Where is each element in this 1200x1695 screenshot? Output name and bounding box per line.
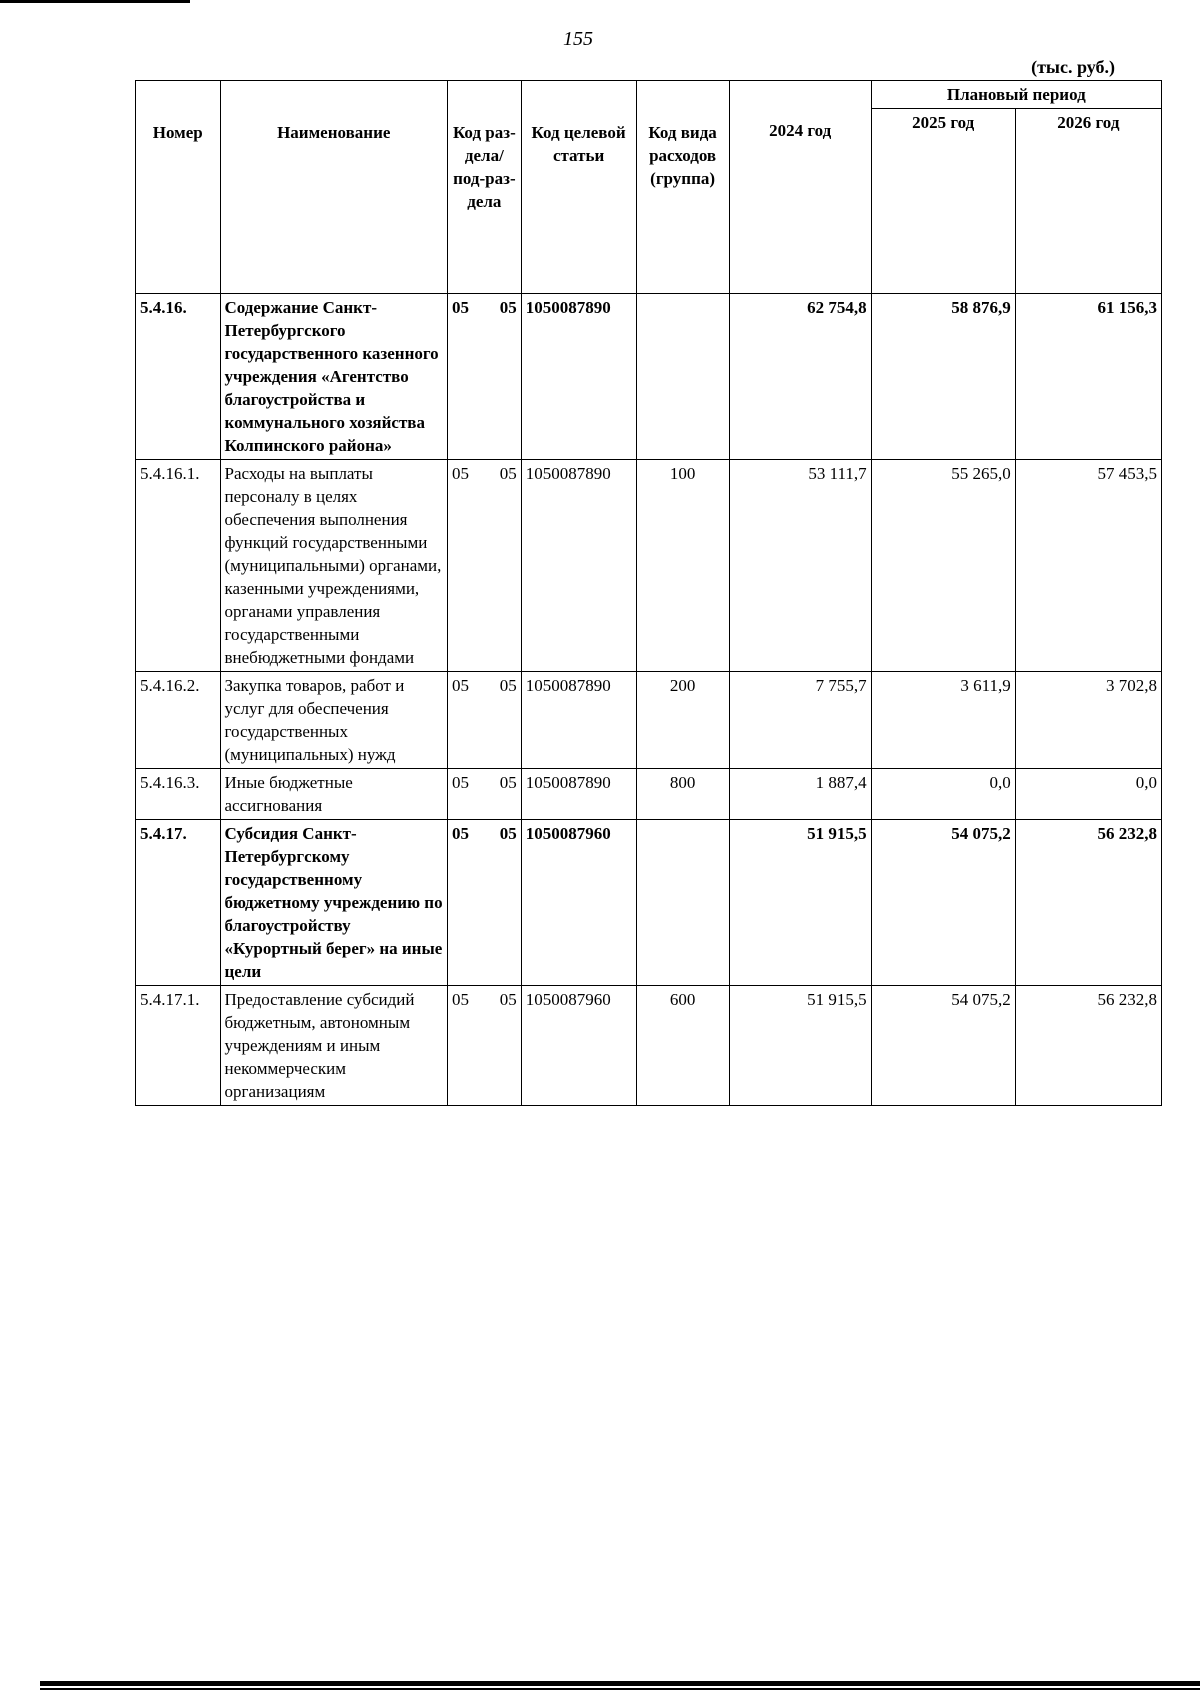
row-2026: 56 232,8: [1015, 820, 1161, 986]
row-expense-type: [636, 294, 729, 460]
section-code-wrap: [452, 771, 517, 794]
row-2025: 58 876,9: [871, 294, 1015, 460]
row-name: Расходы на выплаты персоналу в целях обеспечения выполнения функций государственными (муниципальными) органами, казенными учреждениями, органами управления государственными внебюджетными фондами: [220, 460, 448, 672]
row-2026: 57 453,5: [1015, 460, 1161, 672]
row-2026: 61 156,3: [1015, 294, 1161, 460]
header-section-code: Код раз-дела/ под-раз-дела: [448, 81, 522, 294]
section-code: 05: [452, 990, 470, 1009]
row-target-code: 1050087890: [521, 294, 636, 460]
table-row: [136, 672, 1162, 769]
subsection-code: 05: [499, 676, 517, 695]
row-target-code: 1050087960: [521, 986, 636, 1106]
subsection-code: 05: [499, 990, 517, 1009]
row-number: 5.4.16.3.: [136, 769, 221, 820]
table-row: [136, 769, 1162, 820]
row-section-code: [448, 460, 522, 672]
row-target-code: 1050087890: [521, 769, 636, 820]
subsection-code: 05: [499, 464, 517, 483]
section-code-wrap: [452, 822, 517, 845]
section-code-wrap: [452, 296, 517, 319]
section-code-wrap: [452, 988, 517, 1011]
row-expense-type: 800: [636, 769, 729, 820]
row-2025: 54 075,2: [871, 986, 1015, 1106]
row-2025: 0,0: [871, 769, 1015, 820]
row-2024: 1 887,4: [729, 769, 871, 820]
page-number: 155: [563, 28, 593, 50]
row-section-code: [448, 986, 522, 1106]
row-2025: 55 265,0: [871, 460, 1015, 672]
table-row: [136, 460, 1162, 672]
row-2025: 3 611,9: [871, 672, 1015, 769]
units-label: (тыс. руб.): [1031, 57, 1115, 77]
row-expense-type: [636, 820, 729, 986]
row-2024: 62 754,8: [729, 294, 871, 460]
row-2026: 0,0: [1015, 769, 1161, 820]
section-code: 05: [452, 464, 470, 483]
row-2024: 53 111,7: [729, 460, 871, 672]
row-target-code: 1050087890: [521, 460, 636, 672]
row-name: Содержание Санкт-Петербургского государственного казенного учреждения «Агентство благоустройства и коммунального хозяйства Колпинского района»: [220, 294, 448, 460]
row-target-code: 1050087960: [521, 820, 636, 986]
row-section-code: [448, 294, 522, 460]
row-expense-type: 200: [636, 672, 729, 769]
header-target-code: Код целевой статьи: [521, 81, 636, 294]
row-2025: 54 075,2: [871, 820, 1015, 986]
table-row: [136, 294, 1162, 460]
table-row: [136, 986, 1162, 1106]
table-body: [136, 294, 1162, 1106]
header-plan-period: Плановый период: [871, 81, 1161, 109]
row-section-code: [448, 672, 522, 769]
row-number: 5.4.16.: [136, 294, 221, 460]
row-number: 5.4.17.1.: [136, 986, 221, 1106]
row-2026: 56 232,8: [1015, 986, 1161, 1106]
row-name: Субсидия Санкт-Петербургскому государственному бюджетному учреждению по благоустройству «Курортный берег» на иные цели: [220, 820, 448, 986]
row-number: 5.4.16.1.: [136, 460, 221, 672]
header-name: Наименование: [220, 81, 448, 294]
subsection-code: 05: [499, 773, 517, 792]
section-code: 05: [452, 676, 470, 695]
budget-table: [135, 80, 1162, 1106]
bottom-rule-thin: [40, 1688, 1200, 1690]
row-number: 5.4.16.2.: [136, 672, 221, 769]
row-2026: 3 702,8: [1015, 672, 1161, 769]
top-rule: [0, 0, 190, 3]
header-2024: 2024 год: [729, 81, 871, 294]
section-code-wrap: [452, 462, 517, 485]
row-2024: 51 915,5: [729, 820, 871, 986]
row-expense-type: 100: [636, 460, 729, 672]
subsection-code: 05: [499, 824, 517, 843]
row-number: 5.4.17.: [136, 820, 221, 986]
row-expense-type: 600: [636, 986, 729, 1106]
row-name: Иные бюджетные ассигнования: [220, 769, 448, 820]
bottom-rule: [40, 1681, 1200, 1686]
subsection-code: 05: [499, 298, 517, 317]
table-row: [136, 820, 1162, 986]
row-section-code: [448, 820, 522, 986]
row-2024: 51 915,5: [729, 986, 871, 1106]
row-2024: 7 755,7: [729, 672, 871, 769]
row-name: Предоставление субсидий бюджетным, автономным учреждениям и иным некоммерческим организациям: [220, 986, 448, 1106]
section-code: 05: [452, 773, 470, 792]
header-2026: 2026 год: [1015, 109, 1161, 294]
section-code: 05: [452, 824, 470, 843]
section-code-wrap: [452, 674, 517, 697]
header-number: Номер: [136, 81, 221, 294]
row-section-code: [448, 769, 522, 820]
header-expense-type: Код вида расходов (группа): [636, 81, 729, 294]
row-target-code: 1050087890: [521, 672, 636, 769]
section-code: 05: [452, 298, 470, 317]
row-name: Закупка товаров, работ и услуг для обеспечения государственных (муниципальных) нужд: [220, 672, 448, 769]
header-2025: 2025 год: [871, 109, 1015, 294]
